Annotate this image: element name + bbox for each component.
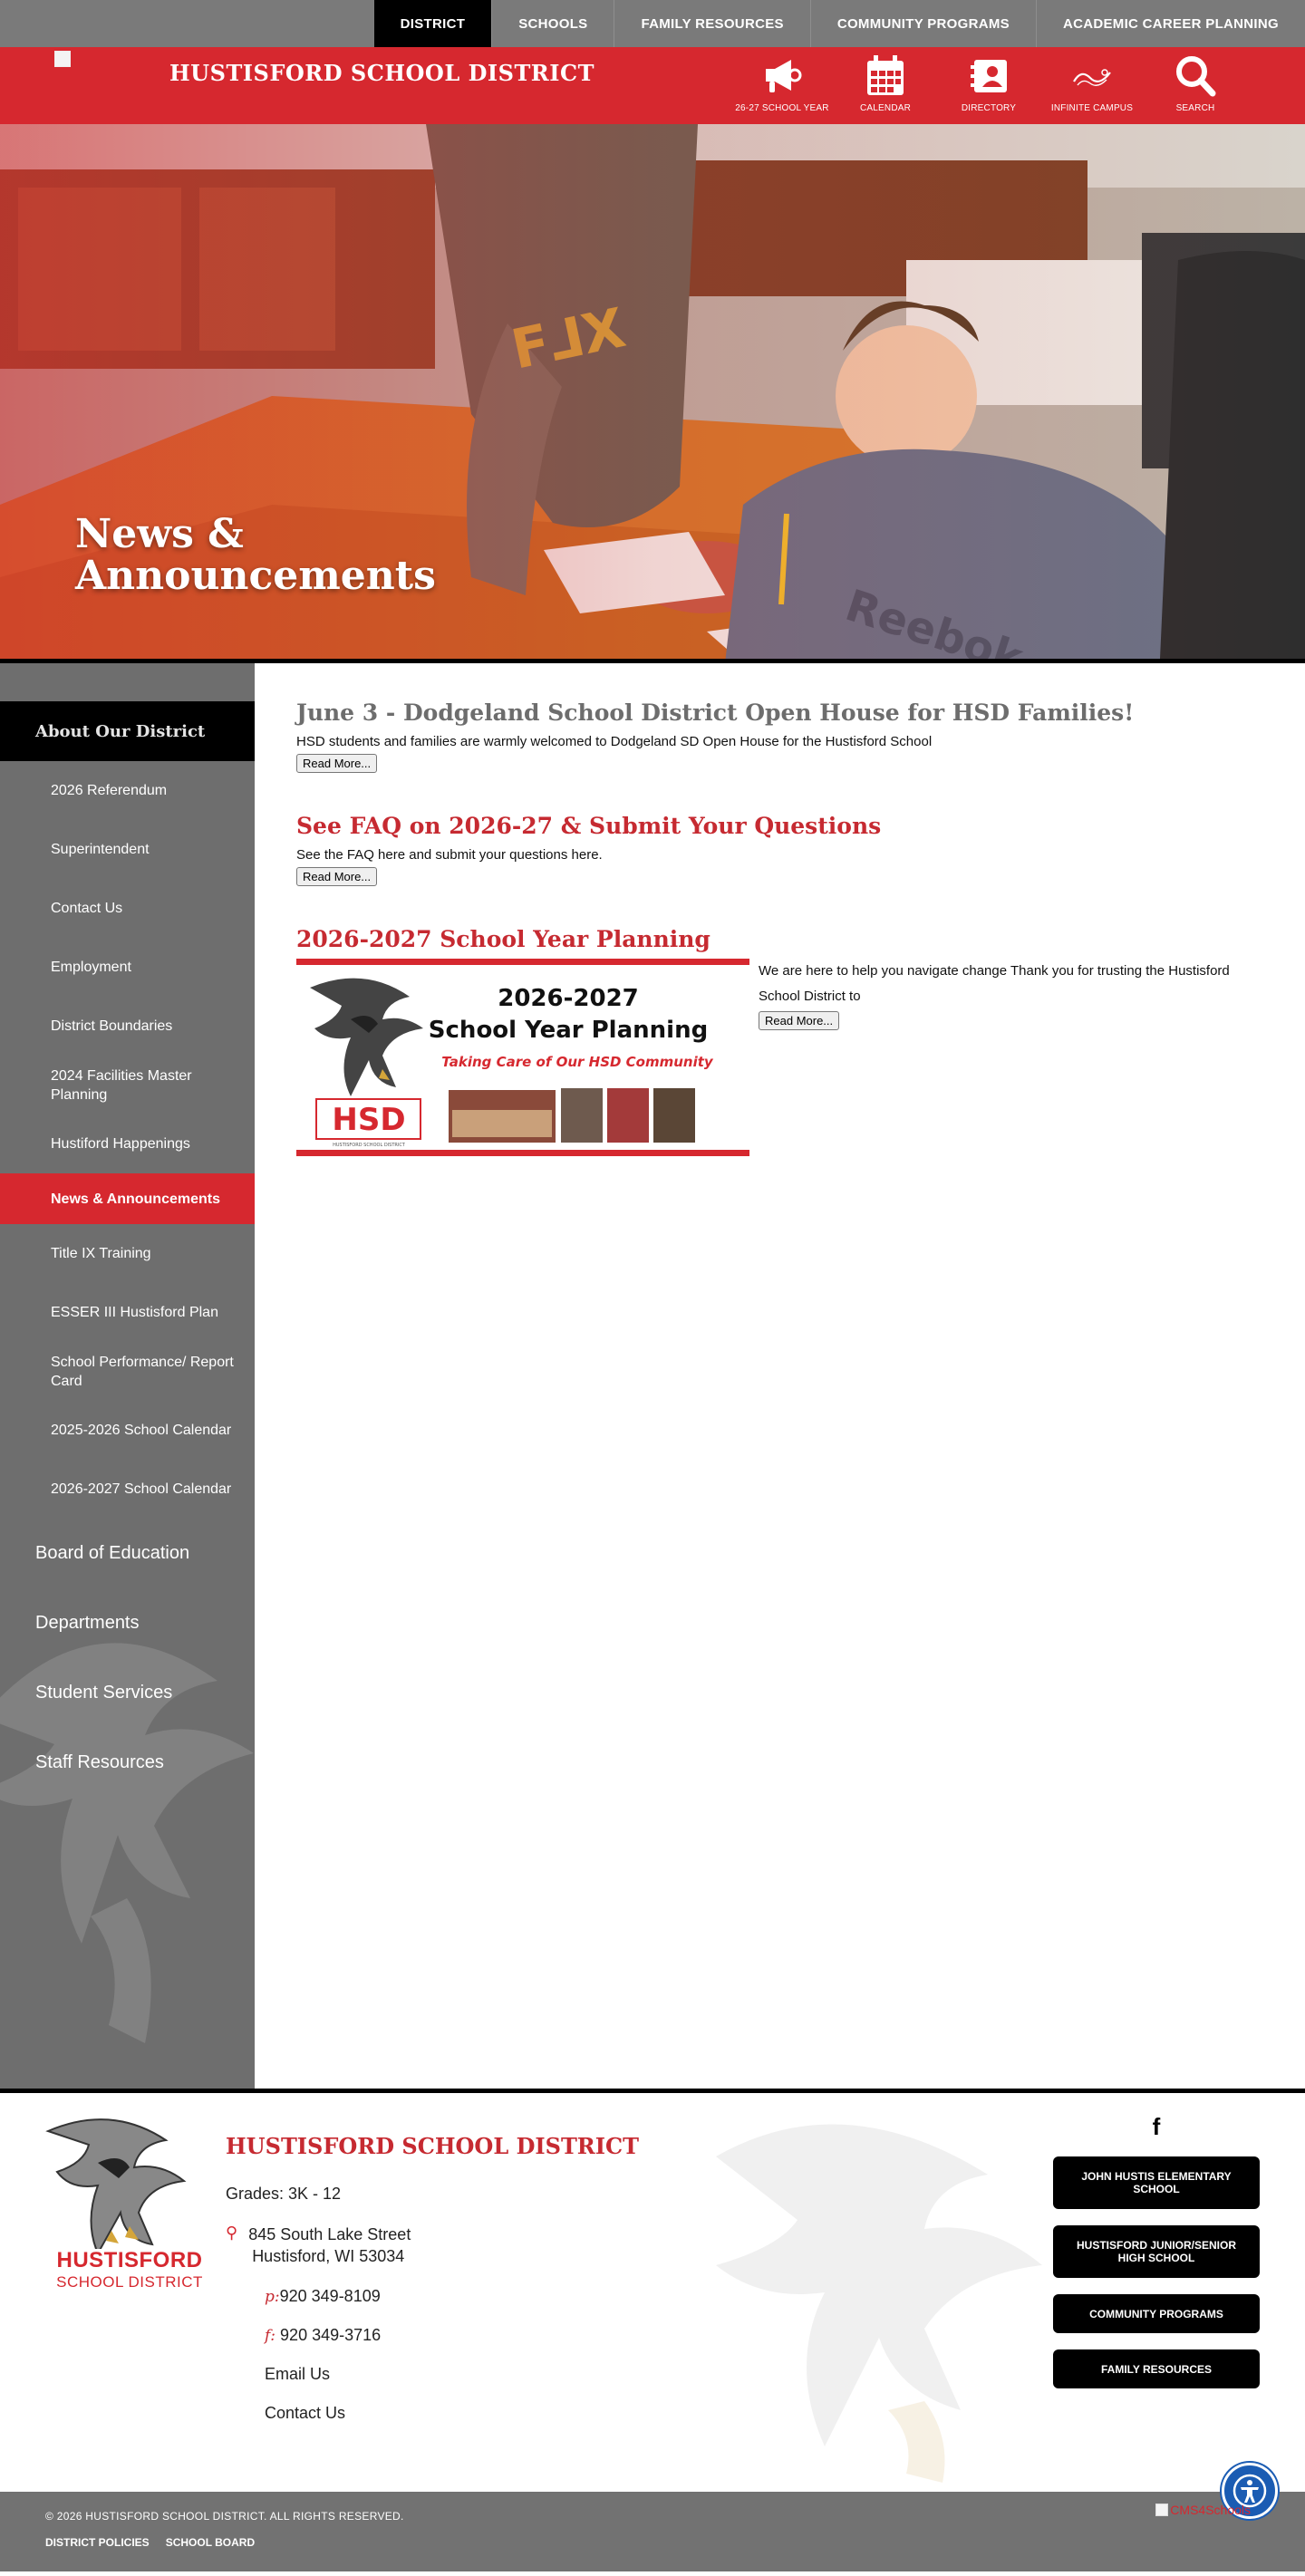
bottom-bar: [0, 2492, 1305, 2571]
main-layout: [0, 663, 1305, 2089]
svg-text:2026-2027: 2026-2027: [498, 985, 639, 1012]
bottom-links: [45, 2536, 255, 2549]
hero-banner: [0, 124, 1305, 663]
topnav-community-programs[interactable]: COMMUNITY PROGRAMS: [810, 0, 1036, 47]
svg-text:Taking Care of Our HSD Communi: Taking Care of Our HSD Community: [441, 1054, 713, 1070]
topnav-district[interactable]: DISTRICT: [374, 0, 492, 47]
article-title[interactable]: See FAQ on 2026-27 & Submit Your Questions: [296, 813, 882, 839]
sidebar-item-2025-2026-calendar[interactable]: 2025-2026 School Calendar: [51, 1423, 232, 1438]
quick-link-calendar[interactable]: CALENDAR: [834, 53, 937, 113]
footer-address: ⚲ 845 South Lake Street Hustisford, WI 53034: [226, 2224, 411, 2265]
infinite-campus-icon: [1068, 53, 1116, 100]
topnav-schools[interactable]: SCHOOLS: [491, 0, 614, 47]
footer-email-link[interactable]: Email Us: [265, 2365, 331, 2383]
footer-grades: Grades: 3K - 12: [226, 2185, 342, 2203]
sidebar-item-employment[interactable]: Employment: [51, 960, 131, 975]
sidebar-item-student-services[interactable]: Student Services: [35, 1683, 173, 1703]
read-more-button[interactable]: Read More...: [296, 754, 377, 773]
quick-link-directory[interactable]: DIRECTORY: [937, 53, 1040, 113]
footer-contact-info: [226, 2133, 639, 2443]
news-article: [296, 926, 1262, 1156]
quick-link-infinite-campus[interactable]: INFINITE CAMPUS: [1040, 53, 1144, 113]
sidebar-item-news-announcements[interactable]: News & Announcements: [0, 1173, 255, 1224]
sidebar-item-2026-2027-calendar[interactable]: 2026-2027 School Calendar: [51, 1481, 232, 1497]
district-policies-link[interactable]: DISTRICT POLICIES: [45, 2536, 150, 2549]
school-board-link[interactable]: SCHOOL BOARD: [165, 2536, 256, 2549]
sidebar-submenu: [0, 761, 255, 1519]
eagle-logo-icon: [44, 2113, 216, 2249]
svg-text:HUSTISFORD SCHOOL DISTRICT: HUSTISFORD SCHOOL DISTRICT: [333, 1143, 405, 1148]
footer-district-name: HUSTISFORD SCHOOL DISTRICT: [226, 2133, 639, 2159]
megaphone-icon: [759, 53, 806, 100]
footer-button-junior-senior-high[interactable]: HUSTISFORD JUNIOR/SENIOR HIGH SCHOOL: [1053, 2225, 1260, 2278]
topnav-academic-career-planning[interactable]: ACADEMIC CAREER PLANNING: [1036, 0, 1305, 47]
news-list: [255, 663, 1305, 2089]
sidebar-item-esser-iii-plan[interactable]: ESSER III Hustisford Plan: [51, 1305, 218, 1320]
news-article: [296, 813, 1262, 886]
footer-phone: p:920 349-8109: [265, 2287, 381, 2306]
quick-link-search[interactable]: SEARCH: [1144, 53, 1247, 113]
article-title[interactable]: 2026-2027 School Year Planning: [296, 926, 710, 952]
article-image[interactable]: [296, 959, 749, 1156]
footer-button-community-programs[interactable]: COMMUNITY PROGRAMS: [1053, 2294, 1260, 2333]
sidebar-item-staff-resources[interactable]: Staff Resources: [35, 1752, 164, 1772]
footer-fax: f: 920 349-3716: [265, 2326, 382, 2345]
top-navigation: [0, 0, 1305, 47]
sidebar-item-board-of-education[interactable]: Board of Education: [35, 1543, 190, 1563]
footer-button-family-resources[interactable]: FAMILY RESOURCES: [1053, 2349, 1260, 2388]
sidebar-item-superintendent[interactable]: Superintendent: [51, 842, 150, 857]
site-footer: [0, 2089, 1305, 2492]
brand-header: [0, 47, 1305, 124]
page-title: News & Announcements: [75, 511, 436, 599]
cms4schools-logo[interactable]: CMS4Schools: [1155, 2503, 1251, 2517]
footer-contact-link[interactable]: Contact Us: [265, 2404, 346, 2422]
site-title[interactable]: HUSTISFORD SCHOOL DISTRICT: [169, 60, 594, 86]
copyright-text: © 2026 HUSTISFORD SCHOOL DISTRICT. ALL RIGHTS RESERVED.: [45, 2510, 404, 2523]
sidebar-item-district-boundaries[interactable]: District Boundaries: [51, 1018, 173, 1034]
directory-icon: [965, 53, 1012, 100]
read-more-button[interactable]: Read More...: [759, 1011, 839, 1030]
search-icon: [1172, 53, 1219, 100]
news-article: [296, 699, 1262, 773]
sidebar-item-title-ix-training[interactable]: Title IX Training: [51, 1246, 151, 1261]
sidebar-item-hustiford-happenings[interactable]: Hustiford Happenings: [51, 1136, 190, 1152]
map-pin-icon: ⚲: [226, 2224, 238, 2242]
footer-button-john-hustis[interactable]: JOHN HUSTIS ELEMENTARY SCHOOL: [1053, 2156, 1260, 2209]
quick-links: [730, 53, 1247, 113]
quick-link-school-year[interactable]: 26-27 SCHOOL YEAR: [730, 53, 834, 113]
calendar-icon: [862, 53, 909, 100]
footer-logo[interactable]: HUSTISFORD SCHOOL DISTRICT: [44, 2113, 216, 2291]
footer-quick-buttons: [1053, 2113, 1260, 2405]
article-summary: See the FAQ here and submit your questions here.: [296, 847, 603, 863]
sidebar-item-2026-referendum[interactable]: 2026 Referendum: [51, 783, 168, 798]
sidebar: [0, 663, 255, 2089]
svg-text:School Year Planning: School Year Planning: [428, 1017, 709, 1044]
article-summary: HSD students and families are warmly welcomed to Dodgeland SD Open House for the Hustisford School: [296, 734, 933, 749]
svg-text:HSD: HSD: [332, 1102, 406, 1138]
facebook-icon[interactable]: f: [1152, 2113, 1161, 2140]
sidebar-item-facilities-master-planning[interactable]: 2024 Facilities Master Planning: [51, 1067, 192, 1103]
topnav-family-resources[interactable]: FAMILY RESOURCES: [614, 0, 809, 47]
sidebar-item-departments[interactable]: Departments: [35, 1613, 140, 1633]
broken-image-icon: [1155, 2504, 1168, 2516]
article-summary: We are here to help you navigate change Thank you for trusting the Hustisford School District to: [759, 963, 1230, 1004]
broken-logo-image[interactable]: [54, 51, 71, 67]
sidebar-heading[interactable]: About Our District: [0, 701, 255, 761]
sidebar-item-school-performance[interactable]: School Performance/ Report Card: [51, 1354, 234, 1389]
article-title[interactable]: June 3 - Dodgeland School District Open House for HSD Families!: [296, 699, 1135, 726]
sidebar-item-contact-us[interactable]: Contact Us: [51, 901, 123, 916]
read-more-button[interactable]: Read More...: [296, 867, 377, 886]
